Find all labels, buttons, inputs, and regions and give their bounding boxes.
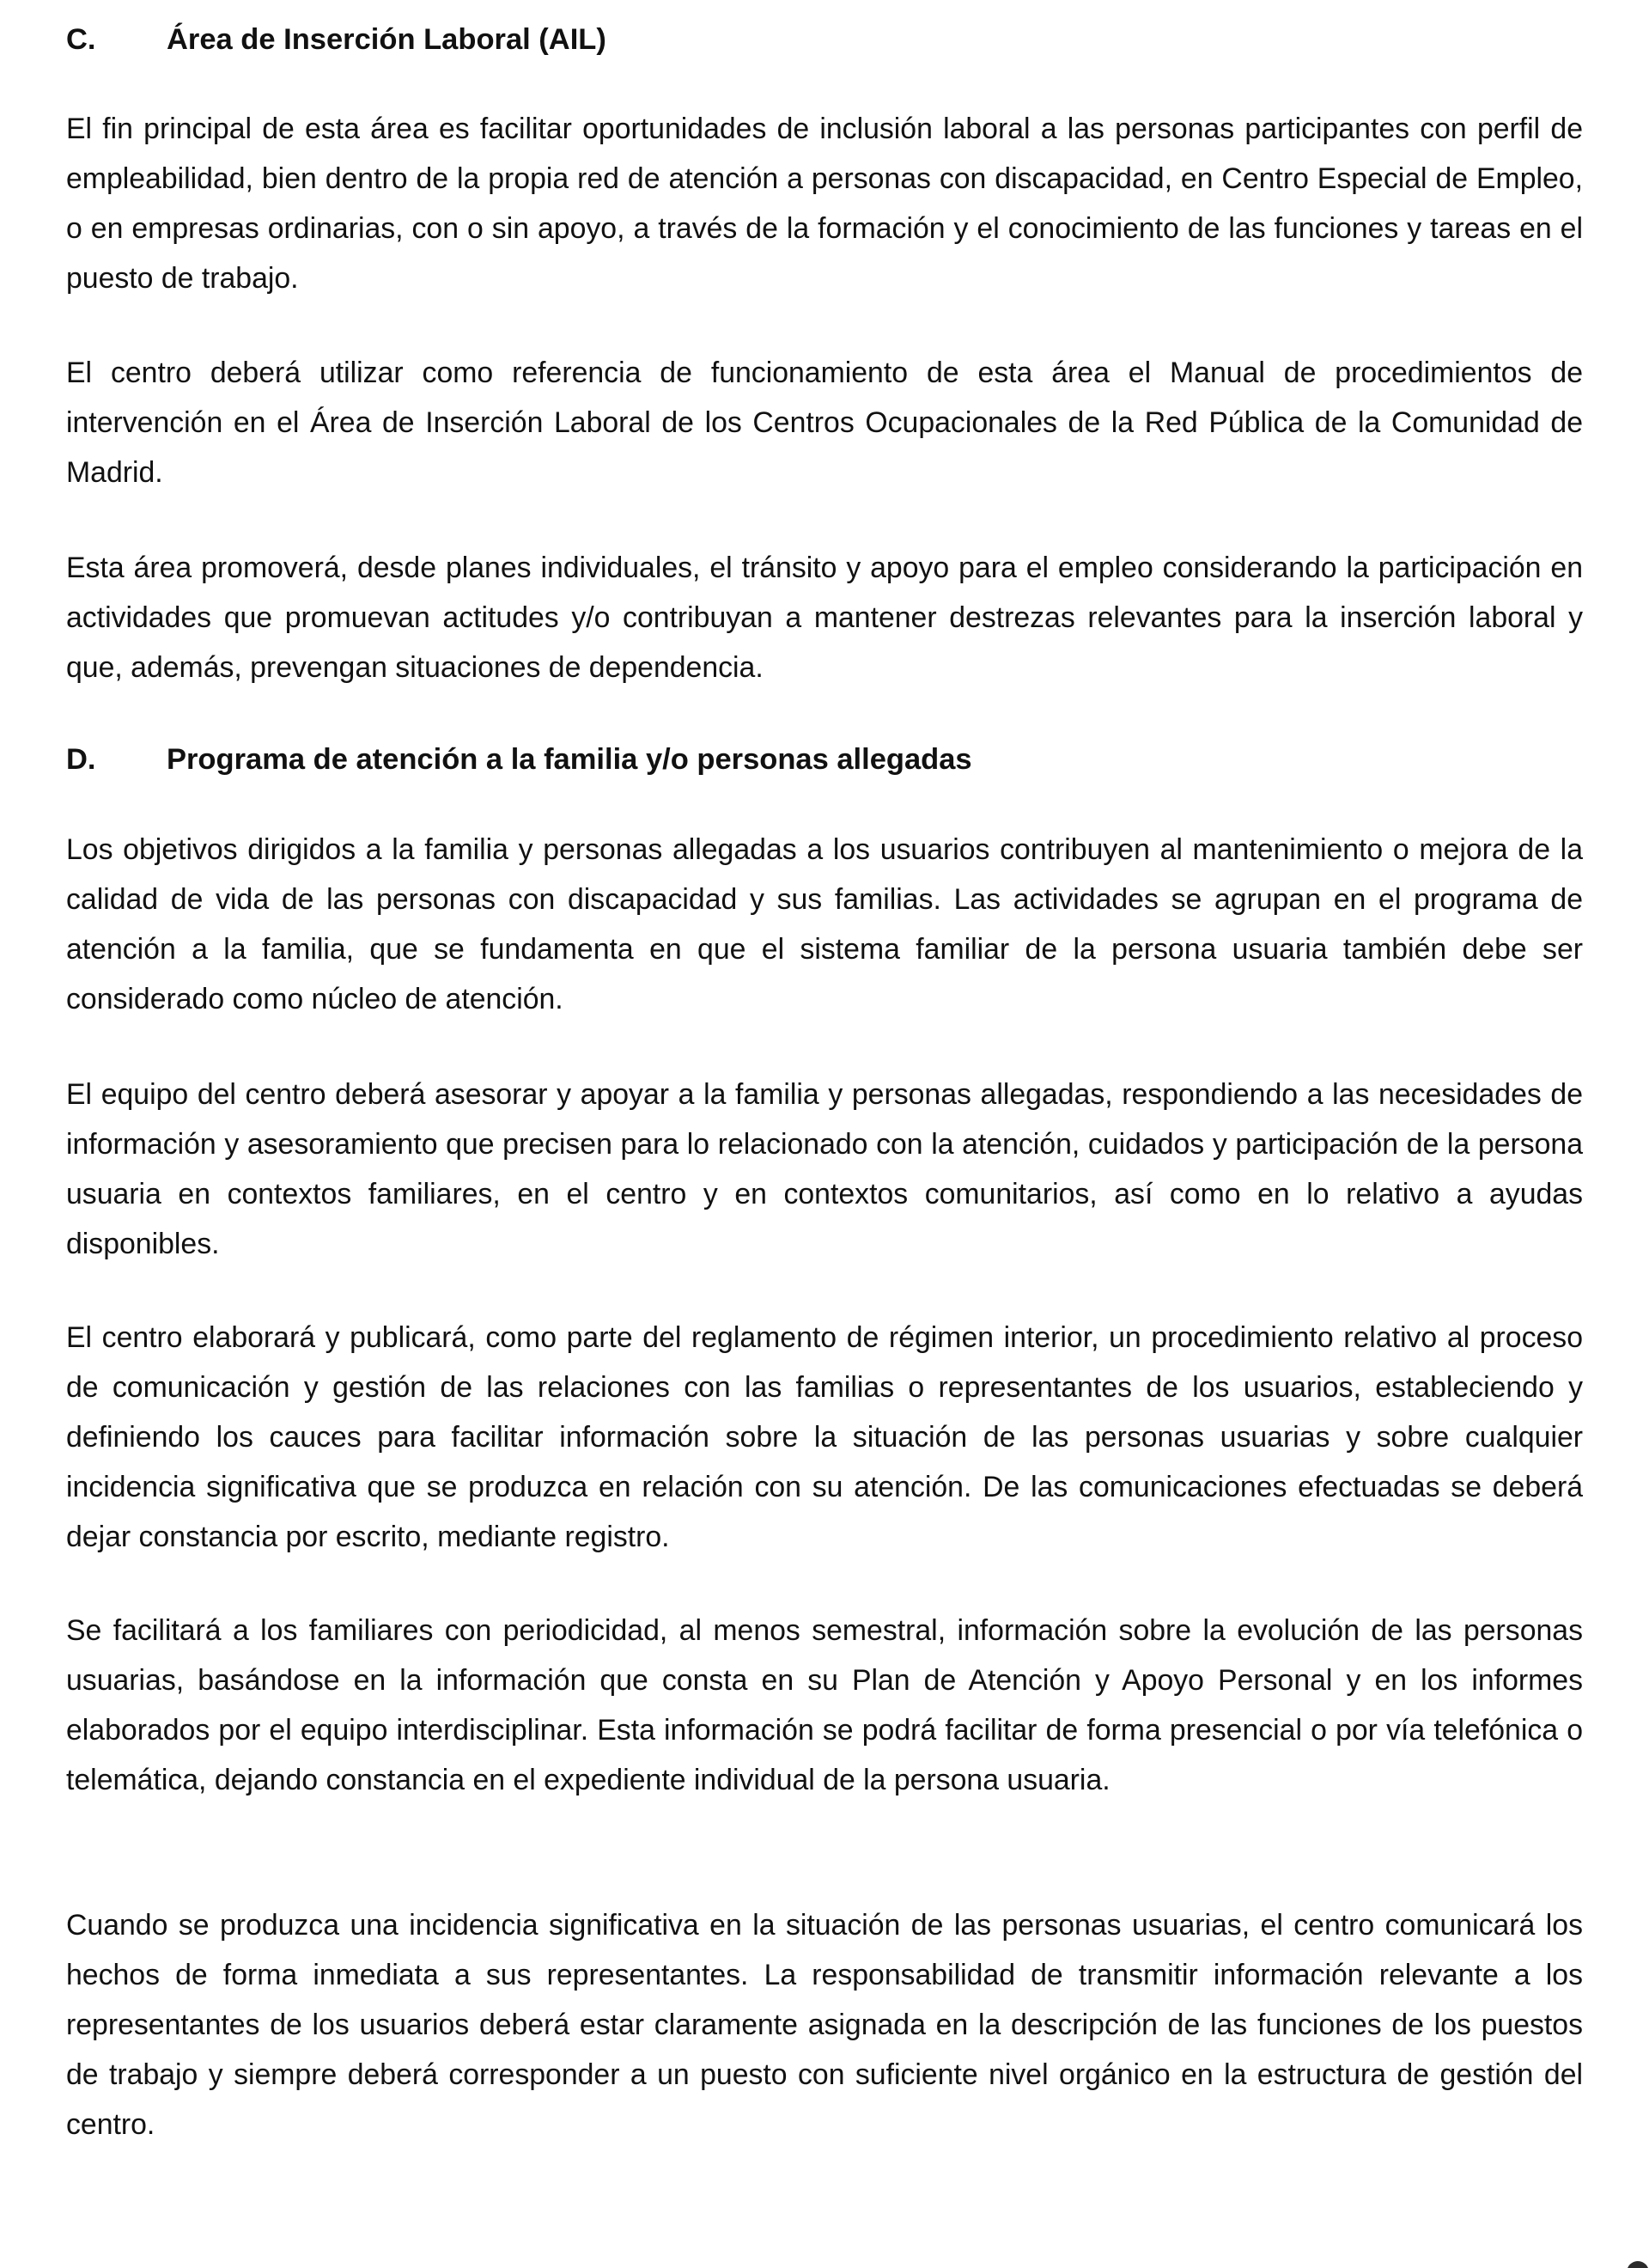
section-d-letter: D.: [66, 743, 96, 776]
section-c-paragraph-1: El fin principal de esta área es facilitar oportunidades de inclusión laboral a las personas participantes con perfil de empleabilidad, bien dentro de la propia red de atención a personas con discapacidad, en Centro Especial de Empleo, o en empresas ordinarias, con o sin apoyo, a través de la formación y el conocimiento de las funciones y tareas en el puesto de trabajo.: [66, 113, 1583, 295]
section-c-title: Área de Inserción Laboral (AIL): [167, 23, 606, 56]
section-d-paragraph-4: Se facilitará a los familiares con periodicidad, al menos semestral, información sobre la evolución de las personas usuarias, basándose en la información que consta en su Plan de Atención y Apoyo Personal y en los informes elaborados por el equipo interdisciplinar. Esta información se podrá facilitar de forma presencial o por vía telefónica o telemática, dejando constancia en el expediente individual de la persona usuaria.: [66, 1614, 1583, 1796]
section-d-paragraph-2: El equipo del centro deberá asesorar y apoyar a la familia y personas allegadas, respondiendo a las necesidades de información y asesoramiento que precisen para lo relacionado con la atención, cuidados y participación de la persona usuaria en contextos familiares, en el centro y en contextos comunitarios, así como en lo relativo a ayudas disponibles.: [66, 1078, 1583, 1260]
section-c-paragraph-3: Esta área promoverá, desde planes individuales, el tránsito y apoyo para el empleo considerando la participación en actividades que promuevan actitudes y/o contribuyan a mantener destrezas relevantes para la inserción laboral y que, además, prevengan situaciones de dependencia.: [66, 552, 1583, 684]
section-c-letter: C.: [66, 23, 96, 56]
section-d-paragraph-1: Los objetivos dirigidos a la familia y personas allegadas a los usuarios contribuyen al mantenimiento o mejora de la calidad de vida de las personas con discapacidad y sus familias. Las actividades se agrupan en el programa de atención a la familia, que se fundamenta en que el sistema familiar de la persona usuaria también debe ser considerado como núcleo de atención.: [66, 833, 1583, 1015]
section-d-heading: [66, 735, 972, 784]
section-d-title: Programa de atención a la familia y/o personas allegadas: [167, 743, 972, 776]
section-c-paragraph-2: El centro deberá utilizar como referencia de funcionamiento de esta área el Manual de procedimientos de intervención en el Área de Inserción Laboral de los Centros Ocupacionales de la Red Pública de la Comunidad de Madrid.: [66, 357, 1583, 489]
section-c-heading: [66, 15, 606, 64]
page-corner-mark: [1627, 2261, 1649, 2268]
section-d-paragraph-5: Cuando se produzca una incidencia significativa en la situación de las personas usuarias, el centro comunicará los hechos de forma inmediata a sus representantes. La responsabilidad de transmitir información relevante a los representantes de los usuarios deberá estar claramente asignada en la descripción de las funciones de los puestos de trabajo y siempre deberá corresponder a un puesto con suficiente nivel orgánico en la estructura de gestión del centro.: [66, 1909, 1583, 2141]
section-d-paragraph-3: El centro elaborará y publicará, como parte del reglamento de régimen interior, un procedimiento relativo al proceso de comunicación y gestión de las relaciones con las familias o representantes de los usuarios, estableciendo y definiendo los cauces para facilitar información sobre la situación de las personas usuarias y sobre cualquier incidencia significativa que se produzca en relación con su atención. De las comunicaciones efectuadas se deberá dejar constancia por escrito, mediante registro.: [66, 1321, 1583, 1553]
